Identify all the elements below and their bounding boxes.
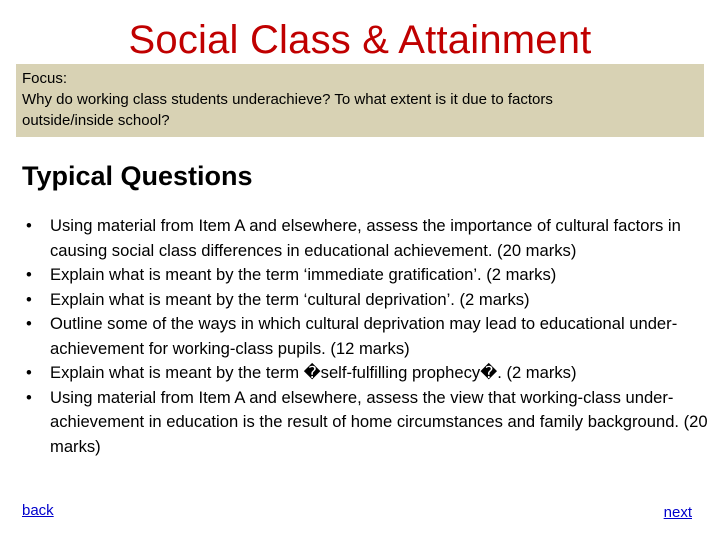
questions-list [22, 214, 712, 459]
bullet-icon: • [26, 387, 32, 407]
slide-title: Social Class & Attainment [128, 18, 592, 62]
focus-box [16, 64, 704, 137]
question-item [22, 312, 712, 361]
question-text: Explain what is meant by the term ‘cultural deprivation’. (2 marks) [50, 289, 530, 309]
question-item [22, 263, 712, 288]
focus-label: Focus: [22, 70, 68, 87]
question-text: Using material from Item A and elsewhere, assess the view that working-class under-achievement in education is the result of home circumstances and family background. (20 marks) [50, 387, 708, 456]
next-link[interactable]: next [663, 504, 692, 521]
focus-line-2: outside/inside school? [22, 112, 170, 129]
section-heading: Typical Questions [22, 161, 253, 191]
bullet-icon: • [26, 363, 32, 382]
question-item [22, 288, 712, 313]
bullet-icon: • [26, 216, 32, 235]
question-text: Explain what is meant by the term ‘immediate gratification’. (2 marks) [50, 265, 557, 284]
question-item [22, 214, 712, 263]
question-text: Outline some of the ways in which cultural deprivation may lead to educational under-achievement for working-class pupils. (12 marks) [50, 314, 678, 358]
bullet-icon: • [26, 314, 32, 333]
back-link[interactable]: back [22, 502, 54, 519]
bullet-icon: • [26, 289, 32, 309]
question-item [22, 361, 712, 386]
question-item [22, 386, 712, 460]
bullet-icon: • [26, 265, 32, 284]
focus-line-1: Why do working class students underachieve? To what extent is it due to factors [22, 91, 553, 108]
question-text: Explain what is meant by the term �self-fulfilling prophecy�. (2 marks) [50, 363, 577, 382]
question-text: Using material from Item A and elsewhere, assess the importance of cultural factors in causing social class differences in educational achievement. (20 marks) [50, 216, 681, 260]
